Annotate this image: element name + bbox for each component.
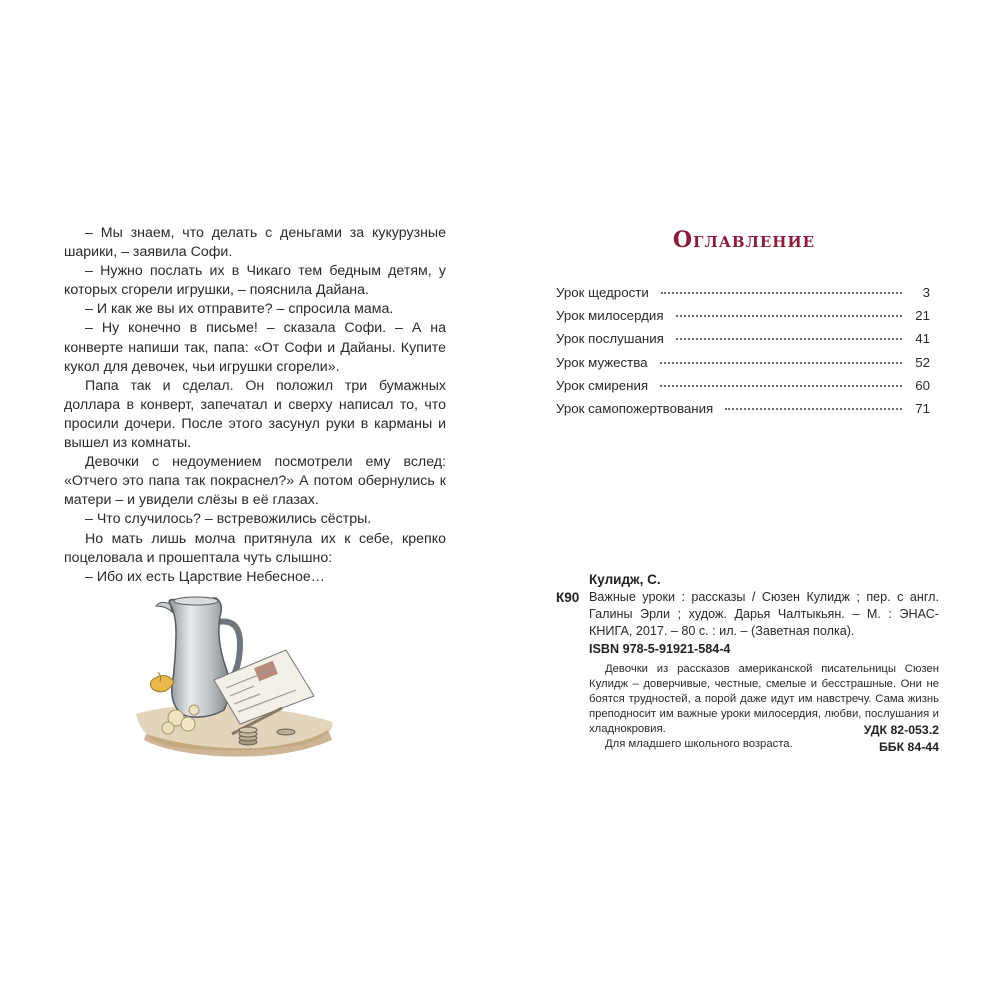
toc-leader-dots [661, 292, 902, 294]
story-paragraph: – Ну конечно в письме! – сказала Софи. – А на конверте напиши так, папа: «От Софи и Дайаны. Купите кукол для девочек, чьи игрушки сгорели». [64, 320, 446, 375]
catalog-description: Важные уроки : рассказы / Сюзен Кулидж ; пер. с англ. Галины Эрли ; худож. Дарья Чалтыкьян. – М. : ЭНАС-КНИГА, 2017. – 80 с. : ил. – (Заветная полка). [589, 590, 939, 638]
toc-entry-page: 60 [915, 377, 930, 393]
toc-entry-title: Урок милосердия [556, 308, 664, 324]
catalog-isbn: ISBN 978-5-91921-584-4 [589, 642, 731, 656]
toc-entry-page: 3 [922, 285, 930, 300]
toc-leader-dots [660, 385, 902, 387]
story-paragraph: – И как же вы их отправите? – спросила мама. [85, 301, 394, 318]
catalog-classification [789, 722, 939, 757]
contents-title: Оглавление [672, 227, 816, 253]
catalog-author-heading: Кулидж, С. [589, 572, 661, 587]
story-paragraph: – Нужно послать их в Чикаго тем бедным детям, у которых сгорели игрушки, – пояснила Дайана. [64, 263, 446, 299]
toc-leader-dots [660, 362, 902, 364]
toc-entry [556, 308, 930, 331]
toc-entry-title: Урок послушания [556, 331, 664, 347]
story-paragraph: – Мы знаем, что делать с деньгами за кукурузные шарики, – заявила Софи. [64, 225, 446, 261]
table-of-contents [556, 285, 930, 424]
toc-entry-title: Урок самопожертвования [556, 400, 714, 416]
udk-code: УДК 82-053.2 [863, 723, 939, 737]
toc-entry-title: Урок мужества [556, 354, 648, 370]
jug-drawing [136, 584, 346, 770]
toc-entry [556, 355, 930, 378]
toc-entry-page: 41 [915, 331, 930, 347]
catalog-audience: Для младшего школьного возраста. [605, 738, 793, 751]
toc-entry-page: 71 [915, 400, 930, 416]
toc-entry-page: 21 [915, 308, 930, 324]
story-paragraph: Но мать лишь молча притянула их к себе, крепко поцеловала и прошептала чуть слышно: [64, 530, 446, 566]
bbk-code: ББК 84-44 [878, 740, 939, 755]
catalog-abstract-text: Девочки из рассказов американской писательницы Сюзен Кулидж – доверчивые, честные, смелые и бесстрашные. Они не боятся трудностей, а порой даже идут им навстречу. Сама жизнь преподносит им важные уроки милосердия, любви, послушания и хладнокровия. [589, 663, 939, 736]
toc-entry-title: Урок смирения [556, 377, 649, 393]
toc-entry-page: 52 [915, 354, 930, 370]
toc-entry [556, 331, 930, 354]
toc-entry-title: Урок щедрости [556, 285, 649, 300]
catalog-author-code: К90 [556, 590, 580, 605]
toc-leader-dots [725, 408, 902, 410]
toc-entry [556, 285, 930, 308]
story-paragraph: – Ибо их есть Царствие Небесное… [85, 568, 325, 585]
story-text [64, 224, 446, 587]
toc-entry [556, 378, 930, 401]
story-paragraph: Папа так и сделал. Он положил три бумажных доллара в конверт, запечатал и сверху написал то, что просили дочери. После этого засунул руки в карманы и вышел из комнаты. [64, 377, 446, 452]
toc-leader-dots [676, 315, 902, 317]
toc-leader-dots [676, 338, 902, 340]
story-paragraph: Девочки с недоумением посмотрели ему вслед: «Отчего это папа так покраснел?» А потом обернулись к матери – и увидели слёзы в её глазах. [64, 454, 446, 509]
toc-entry [556, 401, 930, 424]
jug-illustration [136, 584, 346, 770]
story-paragraph: – Что случилось? – встревожились сёстры. [85, 511, 372, 528]
